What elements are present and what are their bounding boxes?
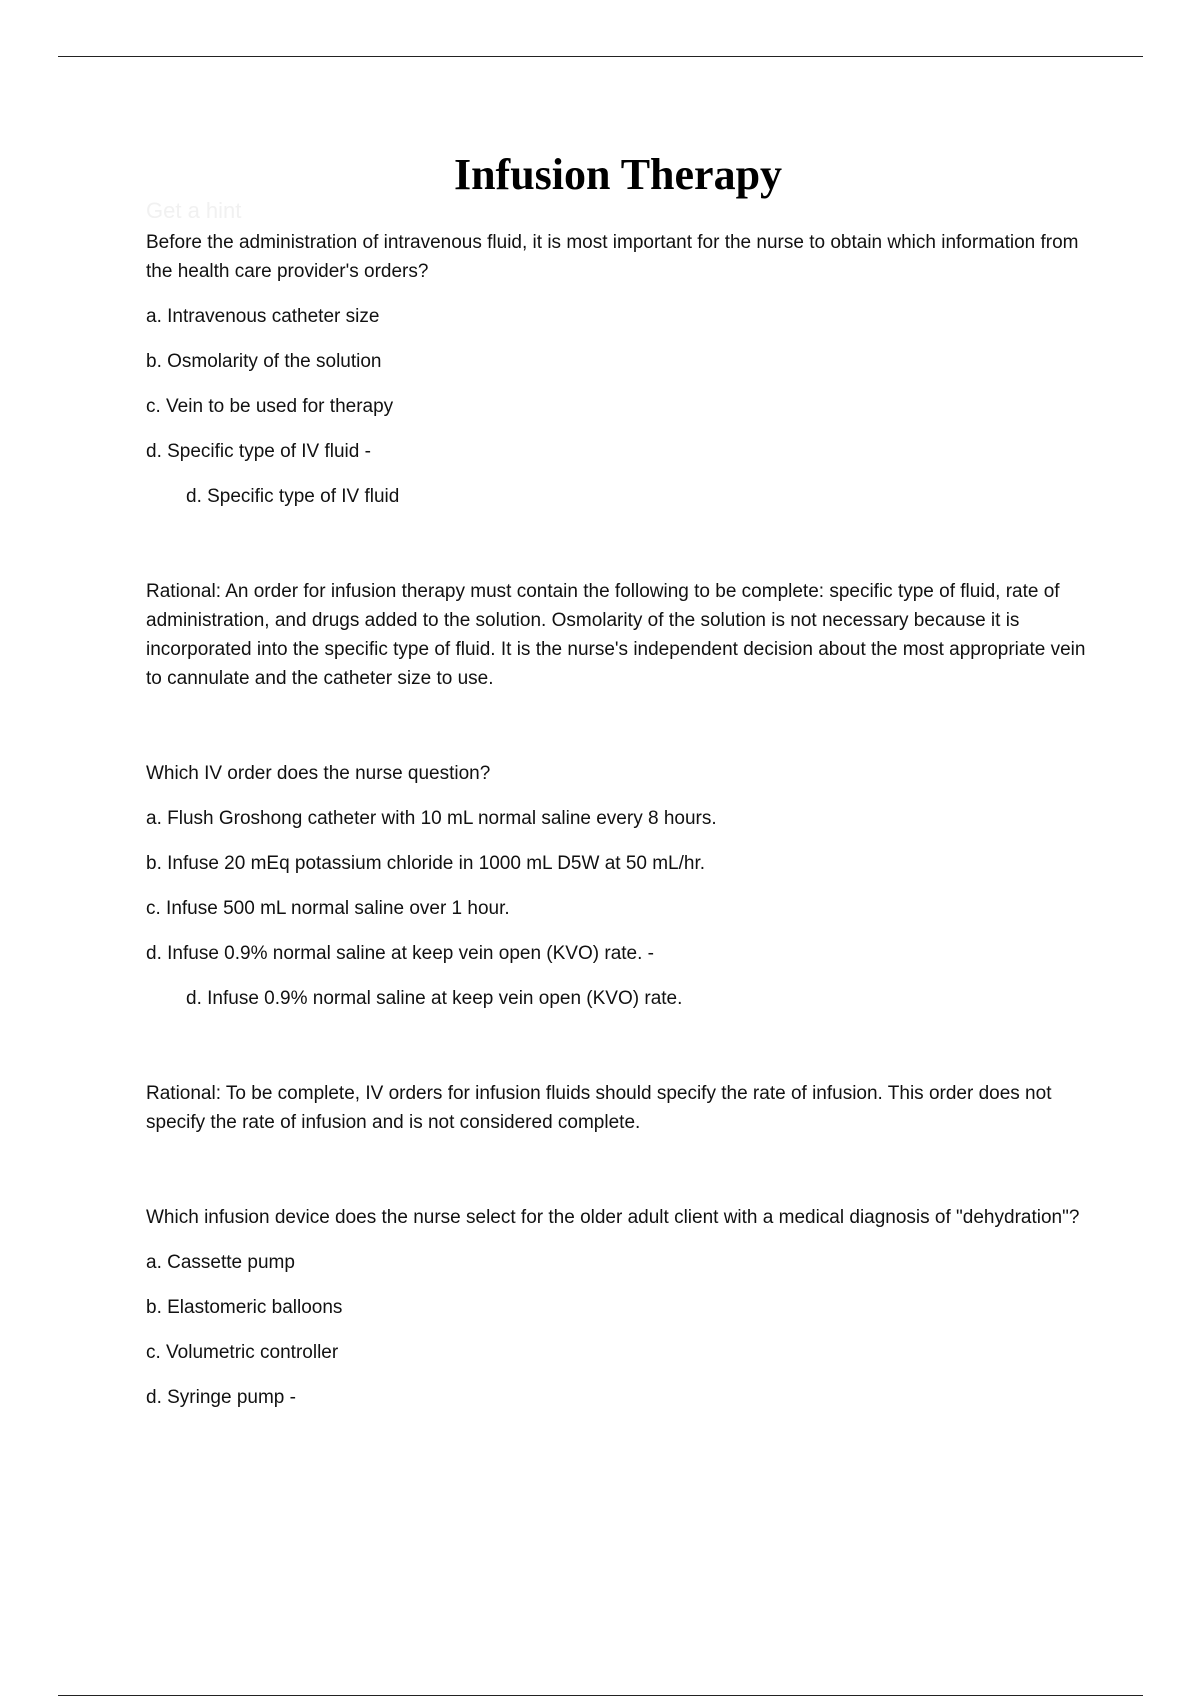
answer-text: d. Infuse 0.9% normal saline at keep vein open (KVO) rate. [186, 988, 683, 1009]
option-d: d. Infuse 0.9% normal saline at keep vein open (KVO) rate. - [146, 943, 654, 964]
options-list [146, 804, 1091, 968]
rationale-text: Rational: An order for infusion therapy must contain the following to be complete: specific type of fluid, rate of administration, and drugs added to the solution. Osmolarity of the solution is not necessary because it is incorporated into the specific type of fluid. It is the nurse's independent decision about the most appropriate vein to cannulate and the catheter size to use. [146, 581, 1086, 689]
bottom-rule [58, 1695, 1143, 1696]
option-b: b. Infuse 20 mEq potassium chloride in 1000 mL D5W at 50 mL/hr. [146, 853, 706, 874]
option-c: c. Vein to be used for therapy [146, 396, 394, 417]
option-b: b. Elastomeric balloons [146, 1297, 343, 1318]
top-rule [58, 56, 1143, 57]
question-text: Before the administration of intravenous fluid, it is most important for the nurse to obtain which information from the health care provider's orders? [146, 232, 1079, 282]
question-block-3 [146, 1203, 1091, 1412]
question-block-2 [146, 759, 1091, 1137]
option-a: a. Intravenous catheter size [146, 306, 380, 327]
document-body [146, 228, 1091, 1428]
option-a: a. Flush Groshong catheter with 10 mL normal saline every 8 hours. [146, 808, 717, 829]
question-text: Which IV order does the nurse question? [146, 763, 491, 784]
option-d: d. Syringe pump - [146, 1387, 296, 1408]
option-c: c. Volumetric controller [146, 1342, 339, 1363]
ghost-hint-text: Get a hint [146, 198, 242, 223]
options-list [146, 302, 1091, 466]
option-d: d. Specific type of IV fluid - [146, 441, 371, 462]
answer-text: d. Specific type of IV fluid [186, 486, 400, 507]
options-list [146, 1248, 1091, 1412]
option-a: a. Cassette pump [146, 1252, 295, 1273]
rationale-text: Rational: To be complete, IV orders for infusion fluids should specify the rate of infusion. This order does not specify the rate of infusion and is not considered complete. [146, 1083, 1052, 1133]
question-text: Which infusion device does the nurse select for the older adult client with a medical diagnosis of "dehydration"? [146, 1207, 1080, 1228]
page-title: Infusion Therapy [453, 150, 783, 199]
option-b: b. Osmolarity of the solution [146, 351, 382, 372]
question-block-1 [146, 228, 1091, 693]
option-c: c. Infuse 500 mL normal saline over 1 hour. [146, 898, 510, 919]
